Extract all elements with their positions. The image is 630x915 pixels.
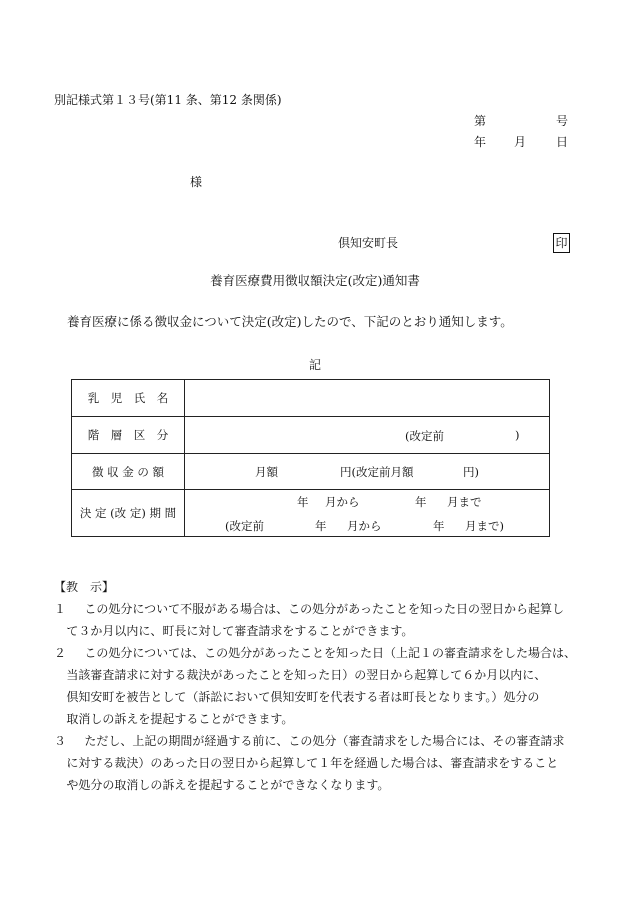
period-month-from: 月から (325, 495, 360, 509)
notice-line: 倶知安町を被告として（訴訟において倶知安町を代表する者は町長となります。）処分の (66, 690, 540, 704)
notice-line: この処分について不服がある場合は、この処分があったことを知った日の翌日から起算し (84, 602, 565, 616)
date-year: 年 (474, 135, 487, 149)
lead-text: 養育医療に係る徴収金について決定(改定)したので、下記のとおり通知します。 (67, 314, 513, 329)
notice-line: や処分の取消しの訴えを提起することができなくなります。 (66, 778, 390, 792)
notice-item-number: ２ (54, 646, 67, 660)
notice-line: て３か月以内に、町長に対して審査請求をすることができます。 (66, 624, 414, 638)
notice-line: この処分については、この処分があったことを知った日（上記１の審査請求をした場合は、 (84, 646, 577, 660)
notice-item-number: １ (54, 602, 67, 616)
table-row (72, 490, 550, 537)
table-row (72, 454, 550, 490)
label-period: 決 定 (改 定) 期 間 (72, 490, 185, 537)
period-before-month-from: 月から (347, 519, 382, 533)
notice-item-text (66, 730, 565, 796)
form-number: 別記様式第１３号(第11 条、第12 条関係) (54, 93, 282, 107)
amount-yen-close: 円) (463, 465, 479, 479)
date-day: 日 (556, 135, 569, 149)
tier-before-suffix: ) (515, 428, 520, 442)
doc-no-prefix: 第 (474, 114, 487, 128)
notice-item (54, 730, 584, 796)
label-amount: 徴 収 金 の 額 (72, 454, 185, 490)
notice-list (54, 598, 584, 796)
notice-item (54, 642, 584, 730)
label-infant-name: 乳 児 氏 名 (72, 380, 185, 417)
period-year: 年 (297, 495, 309, 509)
table-row (72, 417, 550, 454)
notice-item (54, 598, 584, 642)
period-month-to: 月まで (447, 495, 482, 509)
notice-item-text (66, 642, 577, 730)
document-title: 養育医療費用徴収額決定(改定)通知書 (210, 273, 420, 288)
seal-mark: 印 (553, 233, 570, 253)
notice-line: ただし、上記の期間が経過する前に、この処分（審査請求をした場合には、その審査請求 (84, 734, 565, 748)
notice-line: 当該審査請求に対する裁決があったことを知った日）の翌日から起算して６か月以内に、 (66, 668, 547, 682)
period-before-year: 年 (315, 519, 327, 533)
addressee: 様 (190, 175, 203, 189)
details-table (71, 379, 550, 537)
period-before-prefix: (改定前 (225, 519, 264, 533)
notice-item-number: ３ (54, 734, 67, 748)
value-amount (185, 454, 550, 490)
value-period (185, 490, 550, 537)
period-before-year2: 年 (433, 519, 445, 533)
ki-heading: 記 (308, 358, 321, 372)
notice-heading: 【教 示】 (54, 580, 115, 594)
label-tier: 階 層 区 分 (72, 417, 185, 454)
value-tier (185, 417, 550, 454)
doc-no-suffix: 号 (556, 114, 569, 128)
date-month: 月 (514, 135, 527, 149)
amount-monthly: 月額 (255, 465, 278, 479)
amount-yen-before: 円(改定前月額 (340, 465, 414, 479)
notice-item-text (66, 598, 565, 642)
notice-line: に対する裁決）のあった日の翌日から起算して１年を経過した場合は、審査請求をすること (66, 756, 559, 770)
notice-line: 取消しの訴えを提起することができます。 (66, 712, 294, 726)
tier-before-prefix: (改定前 (405, 429, 444, 443)
value-infant-name (185, 380, 550, 417)
period-year2: 年 (415, 495, 427, 509)
table-row (72, 380, 550, 417)
period-before-month-to: 月まで) (465, 519, 504, 533)
issuer: 倶知安町長 (338, 236, 399, 250)
